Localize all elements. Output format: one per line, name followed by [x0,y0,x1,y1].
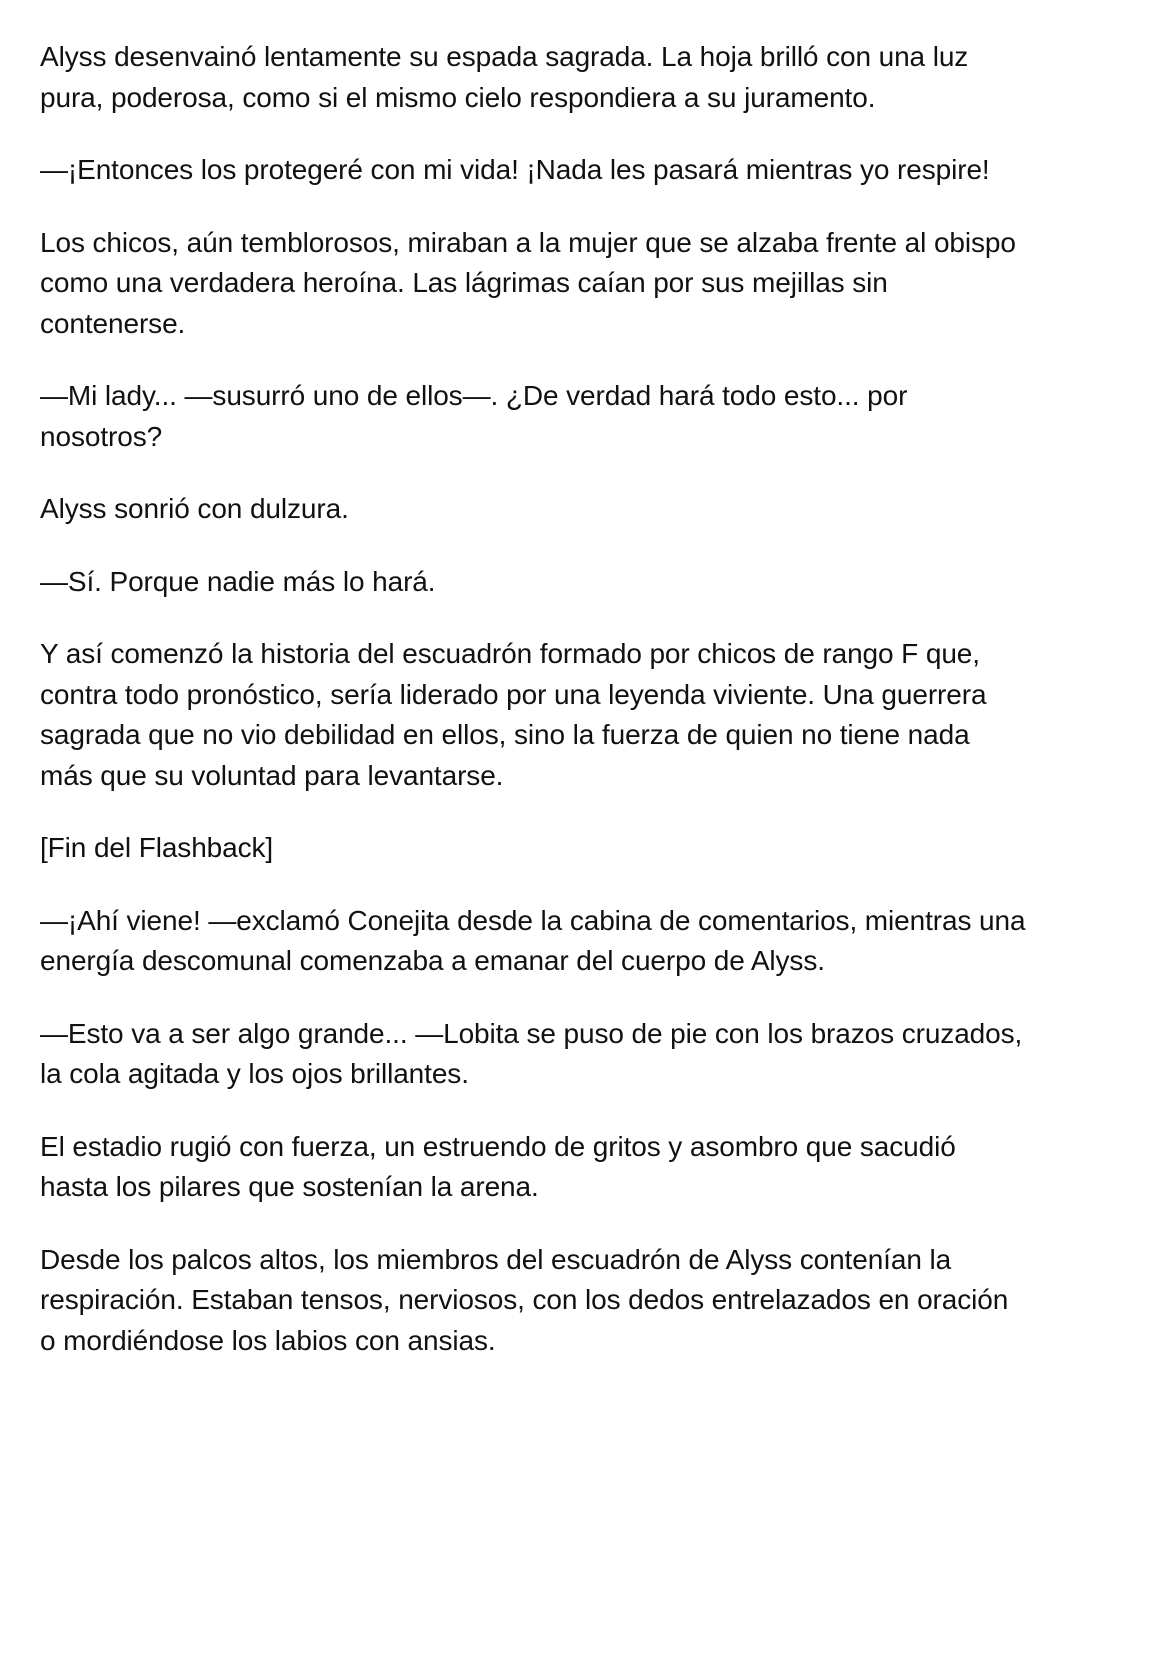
paragraph: [Fin del Flashback] [40,832,274,863]
paragraph: Los chicos, aún temblorosos, miraban a la mujer que se alzaba frente al obispo como una verdadera heroína. Las lágrimas caían por sus mejillas sin contenerse. [40,226,1016,339]
paragraph: —Esto va a ser algo grande... —Lobita se puso de pie con los brazos cruzados, la cola agitada y los ojos brillantes. [40,1017,1023,1089]
paragraph: Alyss desenvainó lentamente su espada sagrada. La hoja brilló con una luz pura, poderosa, como si el mismo cielo respondiera a su juramento. [40,41,969,113]
paragraph: —Mi lady... —susurró uno de ellos—. ¿De verdad hará todo esto... por nosotros? [40,380,908,452]
paragraph: —¡Ahí viene! —exclamó Conejita desde la cabina de comentarios, mientras una energía descomunal comenzaba a emanar del cuerpo de Alyss. [40,904,1026,976]
paragraph: El estadio rugió con fuerza, un estruendo de gritos y asombro que sacudió hasta los pilares que sostenían la arena. [40,1130,956,1202]
paragraph: Alyss sonrió con dulzura. [40,493,349,524]
paragraph: —¡Entonces los protegeré con mi vida! ¡Nada les pasará mientras yo respire! [40,154,990,185]
paragraph: —Sí. Porque nadie más lo hará. [40,565,436,597]
document-page [40,37,1135,1393]
paragraph: Y así comenzó la historia del escuadrón formado por chicos de rango F que, contra todo pronóstico, sería liderado por una leyenda viviente. Una guerrera sagrada que no vio debilidad en ellos, sino la fuerza de quien no tiene nada más que su voluntad para levantarse. [40,638,987,791]
paragraph: Desde los palcos altos, los miembros del escuadrón de Alyss contenían la respiración. Estaban tensos, nerviosos, con los dedos entrelazados en oración o mordiéndose los labios con ansias. [40,1243,1009,1356]
